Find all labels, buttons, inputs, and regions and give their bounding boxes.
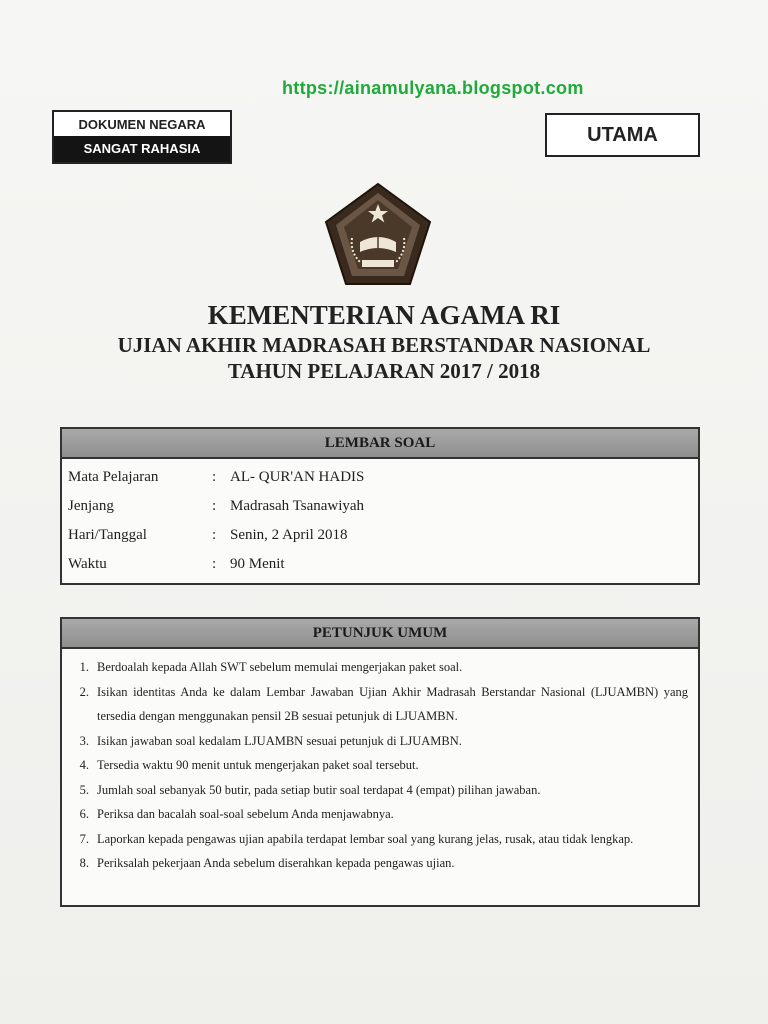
instruction-text: Laporkan kepada pengawas ujian apabila terdapat lembar soal yang kurang jelas, rusak, atau tidak lengkap. bbox=[97, 831, 634, 846]
instruction-item bbox=[72, 851, 688, 876]
classification-line-2: SANGAT RAHASIA bbox=[54, 136, 230, 162]
instruction-text: Isikan identitas Anda ke dalam Lembar Jawaban Ujian Akhir Madrasah Berstandar Nasional (LJUAMBN) yang tersedia dengan menggunakan pensil 2B sesuai petunjuk di LJUAMBN. bbox=[97, 684, 688, 723]
instruction-item bbox=[72, 778, 688, 803]
blog-url: https://ainamulyana.blogspot.com bbox=[282, 78, 584, 98]
instruction-number: 7. bbox=[79, 831, 89, 846]
instruction-text: Jumlah soal sebanyak 50 butir, pada setiap butir soal terdapat 4 (empat) pilihan jawaban. bbox=[97, 782, 541, 797]
info-value: Senin, 2 April 2018 bbox=[230, 527, 348, 543]
info-label: Waktu bbox=[68, 556, 107, 572]
info-row-subject bbox=[62, 463, 698, 492]
instruction-item bbox=[72, 802, 688, 827]
instruction-text: Periksalah pekerjaan Anda sebelum diserahkan kepada pengawas ujian. bbox=[97, 856, 455, 870]
instruction-number: 3. bbox=[79, 733, 89, 748]
instructions-header: PETUNJUK UMUM bbox=[62, 619, 698, 649]
instruction-number: 4. bbox=[79, 758, 89, 772]
instruction-text: Berdoalah kepada Allah SWT sebelum memulai mengerjakan paket soal. bbox=[97, 660, 463, 674]
info-row-duration bbox=[62, 550, 698, 579]
info-separator: : bbox=[212, 498, 217, 514]
instruction-number: 5. bbox=[79, 782, 89, 797]
instruction-item bbox=[72, 753, 688, 778]
instruction-item bbox=[72, 655, 688, 680]
instruction-item bbox=[72, 680, 688, 729]
instruction-number: 1. bbox=[79, 660, 89, 674]
instruction-number: 8. bbox=[79, 856, 89, 870]
info-value: AL- QUR'AN HADIS bbox=[230, 469, 365, 485]
info-label: Mata Pelajaran bbox=[68, 469, 159, 485]
ministry-emblem-icon bbox=[322, 180, 434, 290]
instruction-item bbox=[72, 827, 688, 852]
info-label: Jenjang bbox=[68, 498, 114, 514]
instruction-item bbox=[72, 729, 688, 754]
instruction-number: 6. bbox=[79, 807, 89, 821]
exam-info-header: LEMBAR SOAL bbox=[62, 429, 698, 459]
instruction-number: 2. bbox=[79, 684, 89, 699]
ministry-title: KEMENTERIAN AGAMA RI bbox=[207, 300, 561, 330]
info-label: Hari/Tanggal bbox=[68, 527, 147, 543]
instruction-text: Periksa dan bacalah soal-soal sebelum Anda menjawabnya. bbox=[97, 807, 394, 821]
info-value: Madrasah Tsanawiyah bbox=[230, 498, 365, 514]
info-separator: : bbox=[212, 527, 217, 543]
instruction-text: Isikan jawaban soal kedalam LJUAMBN sesuai petunjuk di LJUAMBN. bbox=[97, 733, 462, 748]
classification-box bbox=[52, 110, 232, 164]
instructions-list bbox=[62, 649, 698, 876]
instructions-box bbox=[60, 617, 700, 907]
academic-year: TAHUN PELAJARAN 2017 / 2018 bbox=[227, 359, 541, 383]
exam-info-box bbox=[60, 427, 700, 585]
exam-info-list bbox=[62, 459, 698, 579]
info-separator: : bbox=[212, 469, 217, 485]
info-value: 90 Menit bbox=[230, 556, 285, 572]
classification-line-1: DOKUMEN NEGARA bbox=[78, 117, 206, 132]
exam-title: UJIAN AKHIR MADRASAH BERSTANDAR NASIONAL bbox=[117, 333, 651, 357]
instruction-text: Tersedia waktu 90 menit untuk mengerjakan paket soal tersebut. bbox=[97, 758, 419, 772]
info-row-date bbox=[62, 521, 698, 550]
info-separator: : bbox=[212, 556, 217, 572]
package-label-box: UTAMA bbox=[545, 113, 700, 157]
info-row-level bbox=[62, 492, 698, 521]
